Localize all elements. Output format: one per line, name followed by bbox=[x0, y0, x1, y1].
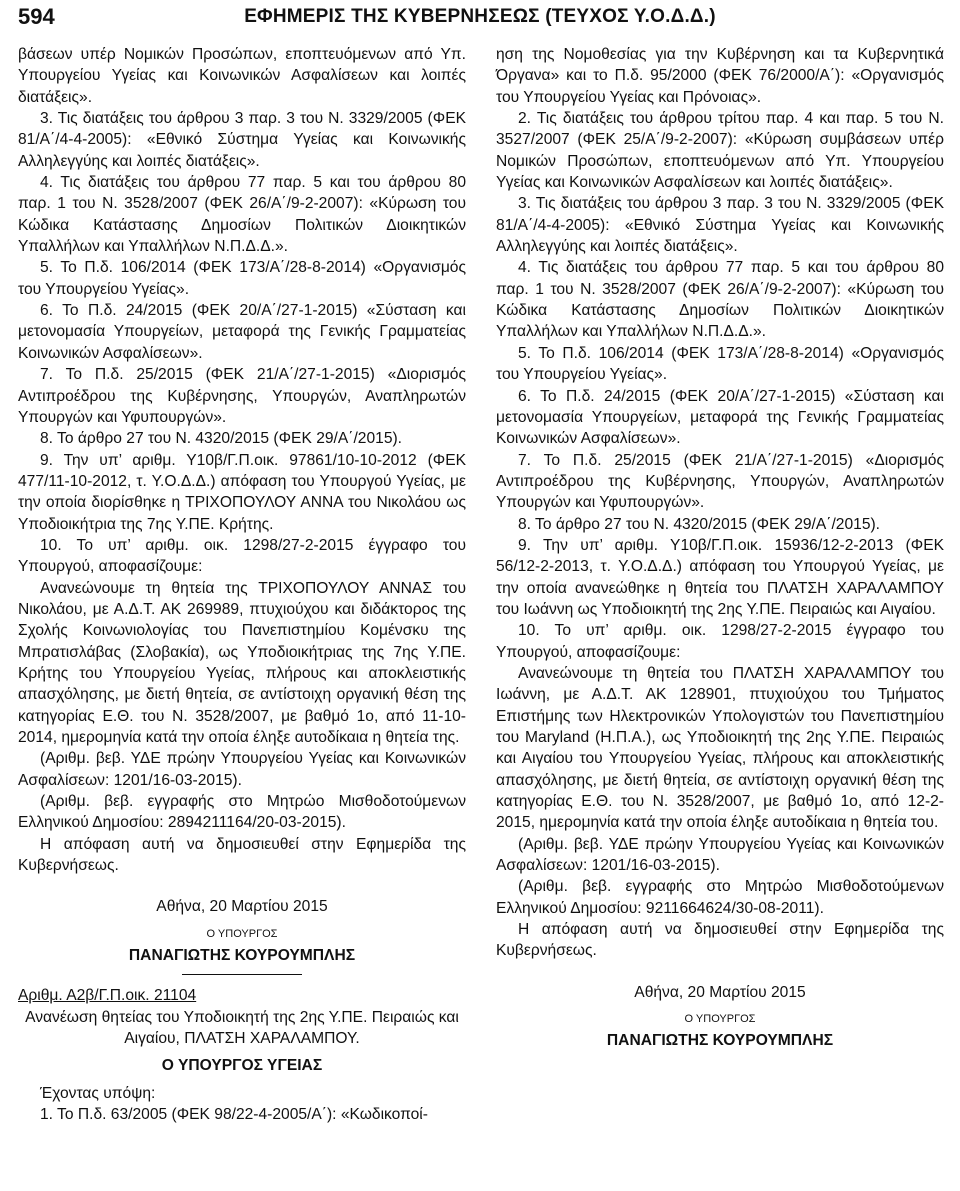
considering-label: Έχοντας υπόψη: bbox=[40, 1084, 156, 1102]
paragraph: 1. Το Π.δ. 63/2005 (ΦΕΚ 98/22-4-2005/Α΄): «Κωδικοποί- bbox=[40, 1106, 428, 1124]
place-date: Αθήνα, 20 Μαρτίου 2015 bbox=[156, 898, 328, 916]
reference-number: Αριθμ. Α2β/Γ.Π.οικ. 21104 bbox=[18, 987, 197, 1005]
paragraph: (Αριθμ. βεβ. εγγραφής στο Μητρώο Μισθοδοτούμενων Ελληνικού Δημοσίου: 9211664624/30-08-2011). bbox=[496, 878, 944, 917]
minister-role: Ο ΥΠΟΥΡΓΟΣ bbox=[206, 927, 278, 940]
paragraph: 3. Τις διατάξεις του άρθρου 3 παρ. 3 του Ν. 3329/2005 (ΦΕΚ 81/Α΄/4-4-2005): «Εθνικό Σύστημα Υγείας και Κοινωνικής Αλληλεγγύης και λοιπές διατάξεις». bbox=[496, 195, 944, 256]
paragraph: 7. Το Π.δ. 25/2015 (ΦΕΚ 21/Α΄/27-1-2015) «Διορισμός Αντιπροέδρου της Κυβέρνησης, Υπουργών, Αναπληρωτών Υπουργών και Υφυπουργών». bbox=[18, 366, 466, 426]
paragraph: 5. Το Π.δ. 106/2014 (ΦΕΚ 173/Α΄/28-8-2014) «Οργανισμός του Υπουργείου Υγείας». bbox=[18, 259, 466, 298]
paragraph: 5. Το Π.δ. 106/2014 (ΦΕΚ 173/Α΄/28-8-2014) «Οργανισμός του Υπουργείου Υγείας». bbox=[496, 344, 944, 384]
ministry-heading: Ο ΥΠΟΥΡΓΟΣ ΥΓΕΙΑΣ bbox=[161, 1057, 323, 1075]
page-header bbox=[0, 0, 960, 40]
minister-name: ΠΑΝΑΓΙΩΤΗΣ ΚΟΥΡΟΥΜΠΛΗΣ bbox=[606, 1032, 834, 1050]
paragraph: 2. Τις διατάξεις του άρθρου τρίτου παρ. 4 και παρ. 5 του Ν. 3527/2007 (ΦΕΚ 25/Α΄/9-2-2007): «Κύρωση συμβάσεων υπέρ Νομικών Προσώπων, εποπτευόμενων από Υπ. Υπουργείου Υγείας και Κοινωνικών Ασφαλίσεων και λοιπές διατάξεις». bbox=[496, 110, 944, 192]
left-column bbox=[18, 44, 466, 1126]
paragraph: 10. Το υπ’ αριθμ. οικ. 1298/27-2-2015 έγγραφο του Υπουργού, αποφασίζουμε: bbox=[496, 622, 944, 661]
page-number: 594 bbox=[18, 4, 55, 29]
separator-rule bbox=[182, 974, 302, 975]
paragraph: ηση της Νομοθεσίας για την Κυβέρνηση και τα Κυβερνητικά Όργανα» και το Π.δ. 95/2000 (ΦΕΚ 76/2000/Α΄): «Οργανισμός του Υπουργείου Υγείας και Πρόνοιας». bbox=[496, 46, 944, 106]
paragraph: 6. Το Π.δ. 24/2015 (ΦΕΚ 20/Α΄/27-1-2015) «Σύσταση και μετονομασία Υπουργείων, μεταφορά της Γενικής Γραμματείας Κοινωνικών Ασφαλίσεων». bbox=[496, 387, 944, 448]
paragraph: Η απόφαση αυτή να δημοσιευθεί στην Εφημερίδα της Κυβερνήσεως. bbox=[18, 835, 466, 875]
minister-name: ΠΑΝΑΓΙΩΤΗΣ ΚΟΥΡΟΥΜΠΛΗΣ bbox=[128, 947, 356, 965]
paragraph: 9. Την υπ’ αριθμ. Υ10β/Γ.Π.οικ. 15936/12-2-2013 (ΦΕΚ 56/12-2-2013, τ. Υ.Ο.Δ.Δ.) απόφαση του Υπουργού Υγείας, με την οποία ανανεώθηκε η θητεία του ΠΛΑΤΣΗ ΧΑΡΑΛΑΜΠΟΥ του Ιωάννη ως Υποδιοικητή της 2ης Υ.ΠΕ. Πειραιώς και Αιγαίου. bbox=[496, 536, 944, 618]
paragraph: (Αριθμ. βεβ. ΥΔΕ πρώην Υπουργείου Υγείας και Κοινωνικών Ασφαλίσεων: 1201/16-03-2015). bbox=[18, 750, 466, 789]
paragraph: Ανανεώνουμε τη θητεία του ΠΛΑΤΣΗ ΧΑΡΑΛΑΜΠΟΥ του Ιωάννη, με Α.Δ.Τ. ΑΚ 128901, πτυχιούχου του Τμήματος Επιστήμης των Ηλεκτρονικών Υπολογιστών του Πανεπιστημίου του Maryland (Η.Π.Α.), ως Υποδιοικητή της 2ης Υ.ΠΕ. Πειραιώς και Αιγαίου του Υπουργείου Υγείας, πλήρους και αποκλειστικής απασχόλησης, με διετή θητεία, σε αντίστοιχη οργανική θέση της κατηγορίας Ε.Θ. του Ν. 3528/2007, με βαθμό 1ο, από 12-2-2015, ημερομηνία κατά την οποία έληξε αυτοδίκαια η θητεία του. bbox=[496, 664, 944, 832]
paragraph: (Αριθμ. βεβ. εγγραφής στο Μητρώο Μισθοδοτούμενων Ελληνικού Δημοσίου: 2894211164/20-03-2015). bbox=[18, 793, 466, 832]
paragraph: 8. Το άρθρο 27 του Ν. 4320/2015 (ΦΕΚ 29/Α΄/2015). bbox=[40, 430, 403, 448]
paragraph: (Αριθμ. βεβ. ΥΔΕ πρώην Υπουργείου Υγείας και Κοινωνικών Ασφαλίσεων: 1201/16-03-2015). bbox=[496, 835, 944, 875]
paragraph: 4. Τις διατάξεις του άρθρου 77 παρ. 5 και του άρθρου 80 παρ. 1 του Ν. 3528/2007 (ΦΕΚ 26/Α΄/9-2-2007): «Κύρωση του Κώδικα Κατάστασης Δημοσίων Πολιτικών Διοικητικών Υπαλλήλων και Υπαλλήλων Ν.Π.Δ.Δ.». bbox=[496, 259, 944, 341]
paragraph: 10. Το υπ’ αριθμ. οικ. 1298/27-2-2015 έγγραφο του Υπουργού, αποφασίζουμε: bbox=[18, 536, 466, 576]
paragraph: 6. Το Π.δ. 24/2015 (ΦΕΚ 20/Α΄/27-1-2015) «Σύσταση και μετονομασία Υπουργείων, μεταφορά της Γενικής Γραμματείας Κοινωνικών Ασφαλίσεων». bbox=[18, 302, 466, 362]
paragraph: Ανανεώνουμε τη θητεία της ΤΡΙΧΟΠΟΥΛΟΥ ΑΝΝΑΣ του Νικολάου, με Α.Δ.Τ. ΑΚ 269989, πτυχιούχου και διδάκτορος της Σχολής Κοινωνιολογίας του Πανεπιστημίου Κομένσκυ της Μπρατισλάβας (Σλοβακία), ως Υποδιοικήτριας της 7ης Υ.ΠΕ. Κρήτης του Υπουργείου Υγείας, πλήρους και αποκλειστικής απασχόλησης, με διετή θητεία, σε αντίστοιχη οργανική θέση της κατηγορίας Ε.Θ. του Ν. 3528/2007, με βαθμό 1ο, από 11-10-2014, ημερομηνία κατά την οποία έληξε αυτοδίκαια η θητεία της. bbox=[18, 579, 466, 746]
paragraph: Η απόφαση αυτή να δημοσιευθεί στην Εφημερίδα της Κυβερνήσεως. bbox=[496, 921, 944, 960]
paragraph: 7. Το Π.δ. 25/2015 (ΦΕΚ 21/Α΄/27-1-2015) «Διορισμός Αντιπροέδρου της Κυβέρνησης, Υπουργών, Αναπληρωτών Υπουργών και Υφυπουργών». bbox=[496, 451, 944, 512]
reference-title: Ανανέωση θητείας του Υποδιοικητή της 2ης Υ.ΠΕ. Πειραιώς και Αιγαίου, ΠΛΑΤΣΗ ΧΑΡΑΛΑΜΠΟΥ. bbox=[25, 1008, 459, 1048]
paragraph: 8. Το άρθρο 27 του Ν. 4320/2015 (ΦΕΚ 29/Α΄/2015). bbox=[518, 515, 881, 533]
paragraph: 4. Τις διατάξεις του άρθρου 77 παρ. 5 και του άρθρου 80 παρ. 1 του Ν. 3528/2007 (ΦΕΚ 26/Α΄/9-2-2007): «Κύρωση του Κώδικα Κατάστασης Δημοσίων Πολιτικών Διοικητικών Υπαλλήλων και Υπαλλήλων Ν.Π.Δ.Δ.». bbox=[18, 174, 466, 256]
paragraph: 3. Τις διατάξεις του άρθρου 3 παρ. 3 του Ν. 3329/2005 (ΦΕΚ 81/Α΄/4-4-2005): «Εθνικό Σύστημα Υγείας και Κοινωνικής Αλληλεγγύης και λοιπές διατάξεις». bbox=[18, 110, 466, 170]
paragraph: 9. Την υπ’ αριθμ. Υ10β/Γ.Π.οικ. 97861/10-10-2012 (ΦΕΚ 477/11-10-2012, τ. Υ.Ο.Δ.Δ.) απόφαση του Υπουργού Υγείας, με την οποία διορίσθηκε η ΤΡΙΧΟΠΟΥΛΟΥ ΑΝΝΑ του Νικολάου ως Υποδιοικήτρια της 7ης Υ.ΠΕ. Κρήτης. bbox=[18, 451, 466, 533]
place-date: Αθήνα, 20 Μαρτίου 2015 bbox=[634, 983, 806, 1001]
right-column bbox=[496, 44, 944, 1052]
gazette-title: ΕΦΗΜΕΡΙΣ ΤΗΣ ΚΥΒΕΡΝΗΣΕΩΣ (ΤΕΥΧΟΣ Υ.Ο.Δ.Δ.) bbox=[244, 6, 716, 27]
minister-role: Ο ΥΠΟΥΡΓΟΣ bbox=[684, 1013, 756, 1026]
paragraph: βάσεων υπέρ Νομικών Προσώπων, εποπτευόμενων από Υπ. Υπουργείου Υγείας και Κοινωνικών Ασφαλίσεων και λοιπές διατάξεις». bbox=[18, 46, 466, 106]
